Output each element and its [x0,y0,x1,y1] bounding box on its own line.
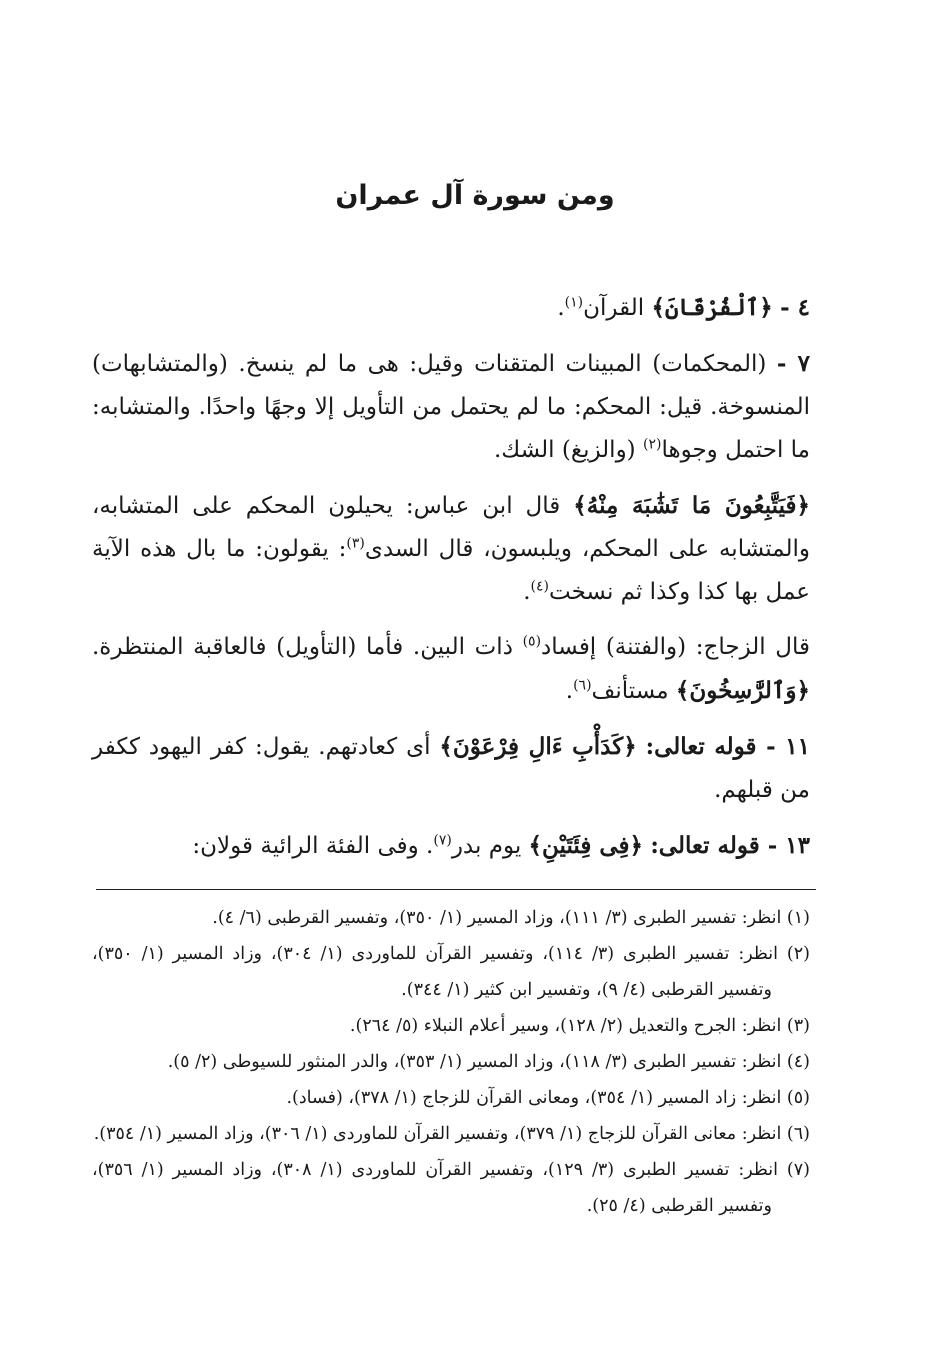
paragraph-text: مستأنف [591,678,669,704]
footnote-1: (١) انظر: تفسير الطبرى (٣/ ١١١)، وزاد المسير (١/ ٣٥٠)، وتفسير القرطبى (٦/ ٤). [212,908,810,928]
paragraph-verse-7 [92,342,810,472]
verse-number: ١٣ - قوله تعالى: [650,832,810,859]
verse-number: ٤ - [780,294,810,321]
paragraph-verse-11 [92,725,810,812]
paragraph-zajjaj [92,626,810,713]
paragraph-verse-13 [92,824,810,868]
quran-quote: ﴿فَيَتَّبِعُونَ مَا تَشَٰبَهَ مِنْهُ﴾ [573,492,811,519]
paragraph-text: ذات البين. فأما (التأويل) فالعاقبة المنتظرة. [92,634,513,660]
footnotes [92,900,810,1224]
paragraph-text: القرآن [583,295,645,321]
paragraph-text: : يقولون: ما بال هذه الآية عمل بها كذا وكذا ثم نسخت [92,536,810,605]
footnote-3: (٣) انظر: الجرح والتعديل (٢/ ١٢٨)، وسير أعلام النبلاء (٥/ ٢٦٤). [349,1016,810,1036]
quran-quote: ﴿ٱلْفُرْقَانَ﴾ [651,294,773,321]
footnote-2: (٢) انظر: تفسير الطبرى (٣/ ١١٤)، وتفسير القرآن للماوردى (١/ ٣٠٤)، وزاد المسير (١/ ٣٥٠)، وتفسير القرطبى (٤/ ٩)، وتفسير ابن كثير (١/ ٣٤٤). [92,944,810,1000]
footnote-5: (٥) انظر: زاد المسير (١/ ٣٥٤)، ومعانى القرآن للزجاج (١/ ٣٧٨)، (فساد). [286,1088,810,1108]
footnote-4: (٤) انظر: تفسير الطبرى (٣/ ١١٨)، وزاد المسير (١/ ٣٥٣)، والدر المنثور للسيوطى (٢/ ٥). [167,1052,810,1072]
paragraph-text: (المحكمات) المبينات المتقنات وقيل: هى ما لم ينسخ. (والمتشابهات) المنسوخة. قيل: المحكم: ما لم يحتمل من التأويل إلا وجهًا واحدًا. والمتشابه: ما احتمل وجوها [92,351,810,463]
footnote-ref: (٢) [642,436,662,453]
paragraph-text: أى كعادتهم. يقول: كفر اليهود ككفر من قبلهم. [92,734,810,803]
quran-quote: ﴿كَدَأْبِ ءَالِ فِرْعَوْنَ﴾ [439,733,637,760]
footnote-divider [96,889,816,890]
verse-number: ١١ - قوله تعالى: [645,733,810,760]
quran-quote: ﴿فِى فِئَتَيْنِ﴾ [528,832,643,859]
paragraph-verse-4 [92,286,810,330]
page-title: ومن سورة آل عمران [335,180,615,211]
paragraph-ibn-abbas [92,484,810,614]
paragraph-text: قال ابن عباس: يحيلون المحكم على المتشابه، والمتشابه على المحكم، ويلبسون، قال السدى [92,493,810,562]
footnote-ref: (٦) [573,677,592,694]
paragraph-text: قال الزجاج: (والفتنة) إفساد [541,634,810,660]
paragraph-text: . [523,579,531,605]
paragraph-text: . [565,678,574,704]
main-text [92,286,810,868]
paragraph-text: (والزيغ) الشك. [493,437,636,463]
footnote-7: (٧) انظر: تفسير الطبرى (٣/ ١٢٩)، وتفسير القرآن للماوردى (١/ ٣٠٨)، وزاد المسير (١/ ٣٥٦)، وتفسير القرطبى (٤/ ٢٥). [92,1160,810,1216]
quran-quote: ﴿وَٱلرَّٰسِخُونَ﴾ [675,677,810,704]
paragraph-text: يوم بدر [451,833,522,859]
footnote-ref: (١) [564,294,584,311]
paragraph-text: . وفى الفئة الرائية قولان: [192,833,434,859]
footnote-ref: (٣) [346,535,365,552]
footnote-ref: (٥) [522,633,542,650]
footnote-ref: (٤) [530,578,549,595]
footnote-ref: (٧) [433,832,452,849]
paragraph-text: . [557,295,565,321]
footnote-6: (٦) انظر: معانى القرآن للزجاج (١/ ٣٧٩)، وتفسير القرآن للماوردى (١/ ٣٠٦)، وزاد المسير (١/ ٣٥٤). [93,1124,810,1144]
verse-number: ٧ - [776,350,810,377]
